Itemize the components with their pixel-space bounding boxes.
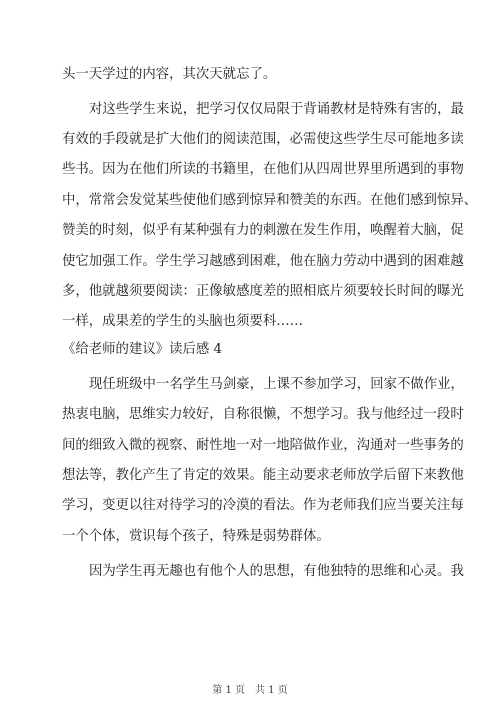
text-line: 有效的手段就是扩大他们的阅读范围，必需使这些学生尽可能地多读: [62, 132, 464, 147]
page-footer: 第 1 页 共 1 页: [212, 685, 288, 696]
text-line: 一个个体，赏识每个孩子，特殊是弱势群体。: [62, 529, 330, 544]
text-line: 因为学生再无趣也有他个人的思想，有他独特的思维和心灵。我: [89, 564, 464, 579]
text-line: 中，常常会发觉某些使他们感到惊异和赞美的东西。在他们感到惊异、: [62, 193, 478, 208]
text-line: 想法等，教化产生了肯定的效果。能主动要求老师放学后留下来教他: [62, 468, 464, 483]
text-line: 头一天学过的内容，其次天就忘了。: [62, 67, 277, 82]
text-line: 些书。因为在他们所读的书籍里，在他们从四周世界里所遇到的事物: [62, 162, 464, 177]
text-line: 赞美的时刻，似乎有某种强有力的刺激在发生作用，唤醒着大脑，促: [62, 223, 464, 238]
text-line: 学习，变更以往对待学习的冷漠的看法。作为老师我们应当要关注每: [62, 498, 464, 513]
text-line: 使它加强工作。学生学习越感到困难，他在脑力劳动中遇到的困难越: [62, 254, 464, 269]
section-heading: 《给老师的建议》读后感 4: [62, 342, 223, 357]
text-line: 间的细致入微的视察、耐性地一对一地陪做作业，沟通对一些事务的: [62, 438, 464, 453]
text-line: 多，他就越须要阅读：正像敏感度差的照相底片须要较长时间的曝光: [62, 284, 464, 299]
text-line: 一样，成果差的学生的头脑也须要科……: [62, 314, 304, 329]
text-line: 现任班级中一名学生马剑豪，上课不参加学习，回家不做作业，: [89, 377, 464, 392]
text-line: 对这些学生来说，把学习仅仅局限于背诵教材是特殊有害的，最: [89, 102, 464, 117]
text-line: 热衷电脑，思维实力较好，自称很懒，不想学习。我与他经过一段时: [62, 407, 464, 422]
